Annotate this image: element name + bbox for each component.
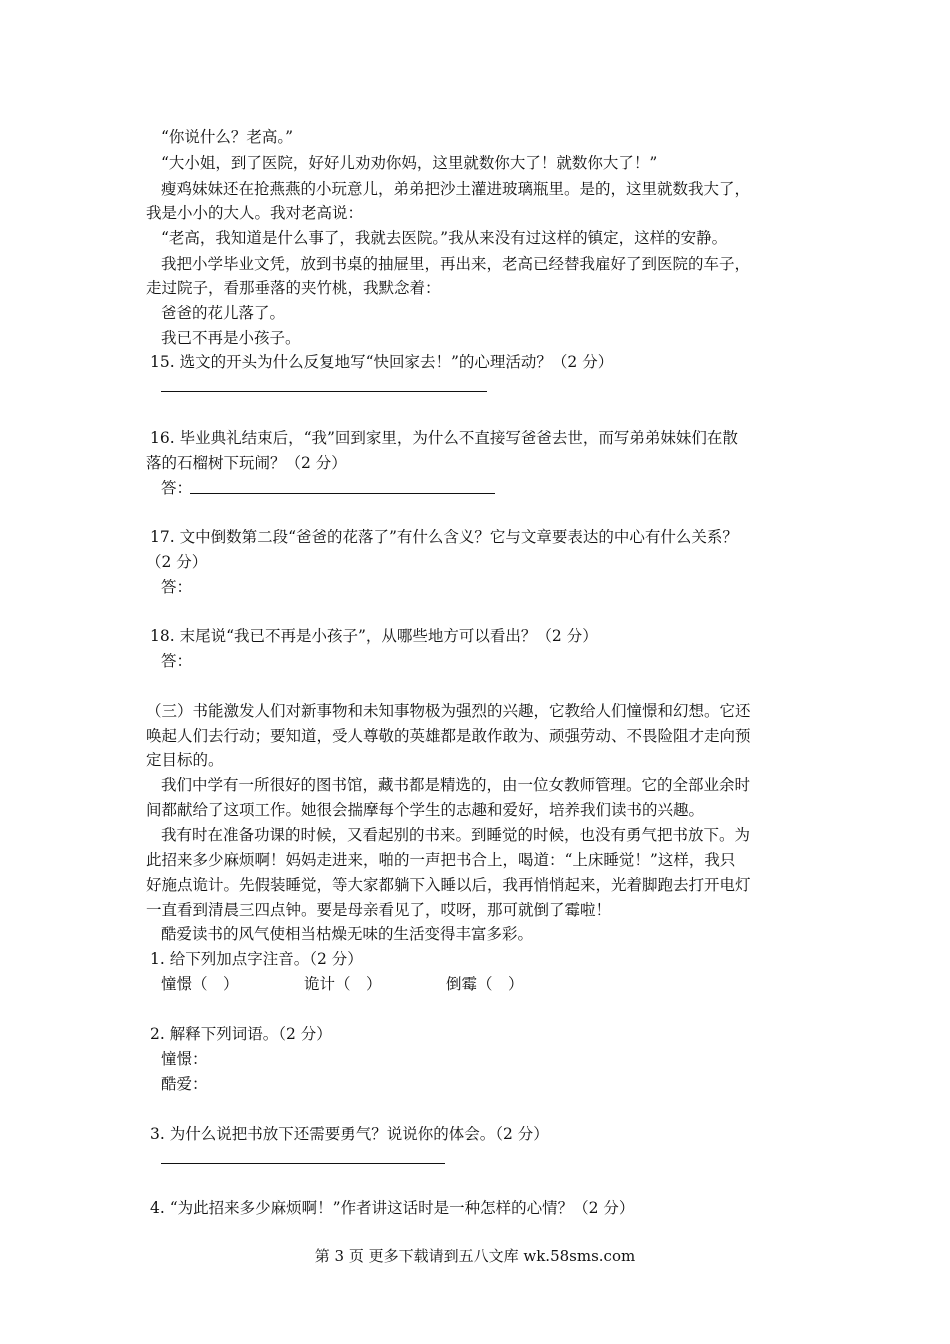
- passage-paragraph: “你说什么？老高。”: [161, 128, 294, 146]
- question-18: 18. 末尾说“我已不再是小孩子”，从哪些地方可以看出？（2 分）: [150, 627, 598, 645]
- passage-paragraph: 我是小小的大人。我对老高说：: [146, 204, 364, 222]
- question-1: 1. 给下列加点字注音。（2 分）: [150, 950, 363, 968]
- question-3: 3. 为什么说把书放下还需要勇气？说说你的体会。（2 分）: [150, 1125, 549, 1143]
- answer-line-3[interactable]: [161, 1163, 445, 1164]
- passage3-paragraph: （三）书能激发人们对新事物和未知事物极为强烈的兴趣，它教给人们憧憬和幻想。它还: [146, 702, 751, 720]
- answer-line-15[interactable]: [161, 391, 487, 392]
- question-17-cont: （2 分）: [146, 553, 208, 571]
- pinyin-item[interactable]: 诡计（ ）: [304, 975, 382, 993]
- passage-paragraph: 走过院子，看那垂落的夹竹桃，我默念着：: [146, 279, 441, 297]
- passage3-paragraph: 此招来多少麻烦啊！妈妈走进来，啪的一声把书合上，喝道：“上床睡觉！”这样，我只: [146, 851, 736, 869]
- passage3-paragraph: 唤起人们去行动；要知道，受人尊敬的英雄都是敢作敢为、顽强劳动、不畏险阻才走向预: [146, 727, 751, 745]
- page-footer: 第 3 页 更多下载请到五八文库 wk.58sms.com: [314, 1247, 636, 1265]
- passage-paragraph: 我已不再是小孩子。: [161, 329, 301, 347]
- question-17: 17. 文中倒数第二段“爸爸的花落了”有什么含义？它与文章要表达的中心有什么关系？: [150, 528, 738, 546]
- passage3-paragraph: 我有时在准备功课的时候，又看起别的书来。到睡觉的时候，也没有勇气把书放下。为: [161, 826, 751, 844]
- passage3-paragraph: 间都献给了这项工作。她很会揣摩每个学生的志趣和爱好，培养我们读书的兴趣。: [146, 801, 705, 819]
- passage3-paragraph: 酷爱读书的风气使相当枯燥无味的生活变得丰富多彩。: [161, 925, 534, 943]
- term-definition: 酷爱：: [161, 1075, 208, 1093]
- passage3-paragraph: 一直看到清晨三四点钟。要是母亲看见了，哎呀，那可就倒了霉啦！: [146, 901, 612, 919]
- passage3-paragraph: 好施点诡计。先假装睡觉，等大家都躺下入睡以后，我再悄悄起来，光着脚跑去打开电灯: [146, 876, 751, 894]
- pinyin-item[interactable]: 倒霉（ ）: [446, 975, 524, 993]
- passage-paragraph: 爸爸的花儿落了。: [161, 304, 286, 322]
- question-15: 15. 选文的开头为什么反复地写“快回家去！”的心理活动？（2 分）: [150, 353, 614, 371]
- pinyin-item[interactable]: 憧憬（ ）: [161, 975, 239, 993]
- answer-label-18: 答：: [161, 652, 193, 670]
- term-definition: 憧憬：: [161, 1050, 208, 1068]
- passage-paragraph: “老高，我知道是什么事了，我就去医院。”我从来没有过这样的镇定，这样的安静。: [161, 229, 728, 247]
- passage-paragraph: “大小姐，到了医院，好好儿劝劝你妈，这里就数你大了！就数你大了！”: [161, 154, 658, 172]
- passage3-paragraph: 定目标的。: [146, 751, 224, 769]
- answer-line-16[interactable]: [190, 493, 495, 494]
- question-16: 16. 毕业典礼结束后，“我”回到家里，为什么不直接写爸爸去世，而写弟弟妹妹们在散: [150, 429, 738, 447]
- answer-label-16: 答：: [161, 479, 193, 497]
- passage-paragraph: 瘦鸡妹妹还在抢燕燕的小玩意儿，弟弟把沙土灌进玻璃瓶里。是的，这里就数我大了，: [161, 180, 751, 198]
- passage3-paragraph: 我们中学有一所很好的图书馆，藏书都是精选的，由一位女教师管理。它的全部业余时: [161, 776, 751, 794]
- question-2: 2. 解释下列词语。（2 分）: [150, 1025, 332, 1043]
- answer-label-17: 答：: [161, 578, 193, 596]
- question-16-cont: 落的石榴树下玩闹？（2 分）: [146, 454, 347, 472]
- question-4: 4. “为此招来多少麻烦啊！”作者讲这话时是一种怎样的心情？（2 分）: [150, 1199, 635, 1217]
- passage-paragraph: 我把小学毕业文凭，放到书桌的抽屉里，再出来，老高已经替我雇好了到医院的车子，: [161, 255, 751, 273]
